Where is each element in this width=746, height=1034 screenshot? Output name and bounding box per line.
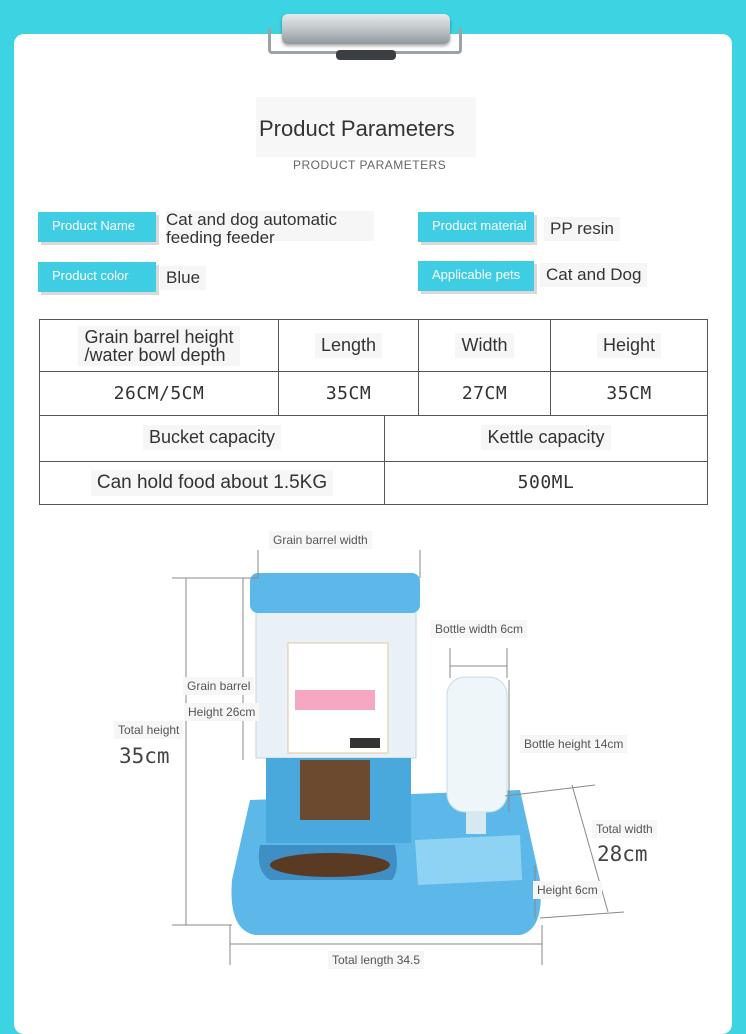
- height-header: Height: [597, 333, 661, 358]
- kibble: [270, 853, 390, 877]
- applicable-pets-value: Cat and Dog: [540, 263, 647, 287]
- grain-barrel-label: Grain barrel: [183, 677, 254, 695]
- bottle-neck: [466, 812, 486, 834]
- product-name-line-2: feeding feeder: [166, 228, 275, 247]
- grain-barrel-width-label: Grain barrel width: [269, 531, 372, 549]
- total-width-label: Total width: [592, 820, 657, 838]
- bottle-width-label: Bottle width 6cm: [431, 620, 527, 638]
- water-bowl: [415, 835, 522, 885]
- total-width-value: 28cm: [597, 842, 648, 866]
- page-title: Product Parameters: [259, 116, 455, 141]
- total-width-bottom-tick: [540, 912, 624, 918]
- length-header: Length: [315, 333, 382, 358]
- product-color-value: Blue: [160, 266, 206, 290]
- total-height-label: Total height: [114, 721, 183, 739]
- page-subtitle: PRODUCT PARAMETERS: [293, 158, 447, 172]
- grain-barrel-value: 26CM/5CM: [40, 372, 279, 416]
- base-height-label: Height 6cm: [533, 881, 602, 899]
- applicable-pets-tag: Applicable pets: [418, 261, 534, 291]
- total-length-label: Total length 34.5: [328, 951, 424, 969]
- grain-barrel-header-line-1: Grain barrel height: [84, 326, 234, 347]
- product-name-tag: Product Name: [38, 212, 156, 242]
- label-photo: [295, 690, 375, 710]
- length-value: 35CM: [279, 372, 419, 416]
- barrel-height-label: Height 26cm: [184, 703, 259, 721]
- bucket-capacity-value: Can hold food about 1.5KG: [91, 470, 333, 496]
- bucket-capacity-header: Bucket capacity: [143, 425, 281, 450]
- bottle-height-label: Bottle height 14cm: [520, 735, 627, 753]
- product-material-value: PP resin: [544, 217, 620, 241]
- width-header: Width: [455, 333, 513, 358]
- kettle-capacity-header: Kettle capacity: [481, 425, 610, 450]
- product-material-tag: Product material: [418, 212, 534, 242]
- barrel-lid: [250, 573, 420, 613]
- height-value: 35CM: [551, 372, 708, 416]
- visible-kibble: [300, 760, 370, 820]
- kettle-capacity-value: 500ML: [385, 461, 708, 504]
- water-bottle: [447, 677, 507, 812]
- product-color-tag: Product color: [38, 262, 156, 292]
- grain-barrel-header-line-2: /water bowl depth: [84, 344, 226, 365]
- label-barcode: [350, 738, 380, 748]
- width-value: 27CM: [419, 372, 551, 416]
- total-height-value: 35cm: [119, 744, 170, 768]
- product-name-line-1: Cat and dog automatic: [166, 210, 338, 229]
